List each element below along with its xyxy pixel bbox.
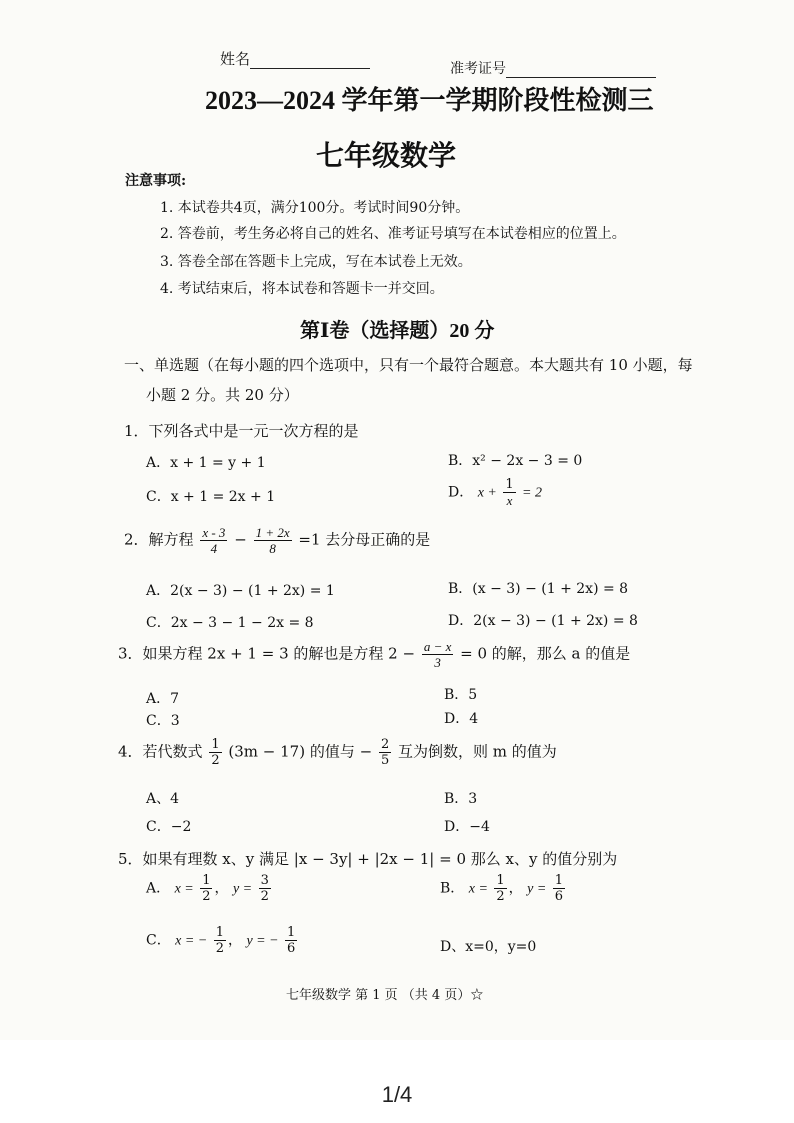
section-title: 第Ⅰ卷（选择题）20 分 (300, 320, 495, 342)
part-heading-cont: 小题 2 分。共 20 分） (146, 386, 299, 404)
q5b-x-fraction: $\frac{1}{2}$ (496, 873, 505, 904)
q1-option-a: A．x + 1 = y + 1 (146, 455, 266, 471)
q5a-y-fraction: $\frac{3}{2}$ (260, 873, 269, 904)
q3-option-a: A．7 (146, 691, 180, 707)
q2-option-c: C．2x − 3 − 1 − 2x = 8 (146, 615, 314, 631)
q1d-lhs: x + (477, 485, 497, 501)
page-indicator: 1/4 (381, 1082, 413, 1107)
q4-option-a: A、4 (146, 791, 180, 807)
q5-option-b: B． x = $\frac{1}{2}$ ， y = $\frac{1}{6}$ (440, 873, 564, 904)
q5a-x-fraction: $\frac{1}{2}$ (202, 873, 211, 904)
q1-option-d-label: D． (448, 484, 474, 501)
notice-item: 2. 答卷前，考生务必将自己的姓名、准考证号填写在本试卷相应的位置上。 (160, 226, 626, 242)
q2-option-b: B．(x − 3) − (1 + 2x) = 8 (448, 581, 629, 597)
question-1-stem: 1．下列各式中是一元一次方程的是 (124, 422, 359, 440)
q5-option-c: C． x = − $\frac{1}{2}$ ， y = − $\frac{1}{6}$ (146, 925, 296, 956)
q2-option-a: A．2(x − 3) − (1 + 2x) = 1 (146, 583, 335, 599)
q1d-fraction: $\frac{1}{x}$ (505, 477, 514, 508)
q3-option-b: B．5 (444, 687, 478, 703)
exam-id-label: 准考证号 (450, 61, 506, 77)
q4-option-c: C．−2 (146, 819, 192, 835)
q5c-y-fraction: $\frac{1}{6}$ (287, 925, 296, 956)
question-3-stem: 3．如果方程 2x + 1 = 3 的解也是方程 2 − $\frac{a - x}{3}$ = 0 的解，那么 a 的值是 (118, 639, 631, 670)
exam-id-field (450, 58, 656, 78)
q4-fraction-2: $\frac{2}{5}$ (380, 737, 390, 768)
name-blank (250, 54, 370, 69)
q5c-x-fraction: $\frac{1}{2}$ (215, 925, 225, 956)
q2-fraction-1: $\frac{x - 3}{4}$ (202, 525, 226, 556)
question-2-stem: 2．解方程 $\frac{x - 3}{4}$ − $\frac{1 + 2x}{8}$ =1 去分母正确的是 (124, 525, 431, 556)
q5-option-a: A． x = $\frac{1}{2}$ ， y = $\frac{3}{2}$ (146, 873, 269, 904)
q5-option-d: D、x=0，y=0 (440, 939, 537, 955)
notice-title: 注意事项: (125, 173, 187, 189)
q3-option-c: C．3 (146, 713, 180, 729)
notice-item: 3. 答卷全部在答题卡上完成，写在本试卷上无效。 (160, 254, 472, 270)
q1d-rhs: = 2 (522, 485, 542, 501)
exam-id-blank (506, 65, 656, 78)
q3-fraction: $\frac{a - x}{3}$ (423, 639, 452, 670)
notice-item: 4. 考试结束后，将本试卷和答题卡一并交回。 (160, 281, 444, 297)
page-footer: 七年级数学 第 1 页 （共 4 页）☆ (286, 988, 484, 1003)
q4-option-b: B．3 (444, 791, 478, 807)
q1-option-b: B．x² − 2x − 3 = 0 (448, 453, 583, 469)
notice-item: 1. 本试卷共4页，满分100分。考试时间90分钟。 (160, 200, 470, 216)
q5b-y-fraction: $\frac{1}{6}$ (554, 873, 564, 904)
part-heading: 一、单选题（在每小题的四个选项中，只有一个最符合题意。本大题共有 10 小题，每 (124, 356, 693, 374)
name-label: 姓名 (220, 50, 251, 68)
exam-title: 2023—2024 学年第一学期阶段性检测三 (205, 86, 654, 115)
q3-option-d: D．4 (444, 711, 479, 727)
name-field (220, 48, 370, 69)
q1-option-d (448, 478, 542, 507)
q4-fraction-1: $\frac{1}{2}$ (211, 737, 220, 768)
q2-option-d: D．2(x − 3) − (1 + 2x) = 8 (448, 613, 638, 629)
question-4-stem: 4．若代数式 $\frac{1}{2}$ (3m − 17) 的值与 − $\frac{2}{5}$ 互为倒数，则 m 的值为 (118, 737, 557, 768)
q2-fraction-2: $\frac{1 + 2x}{8}$ (255, 525, 290, 556)
q4-option-d: D．−4 (444, 819, 490, 835)
subject-title: 七年级数学 (316, 141, 457, 172)
q1-option-c: C．x + 1 = 2x + 1 (146, 489, 276, 505)
question-5-stem: 5．如果有理数 x、y 满足 |x − 3y| + |2x − 1| = 0 那么 x、y 的值分别为 (118, 850, 618, 868)
